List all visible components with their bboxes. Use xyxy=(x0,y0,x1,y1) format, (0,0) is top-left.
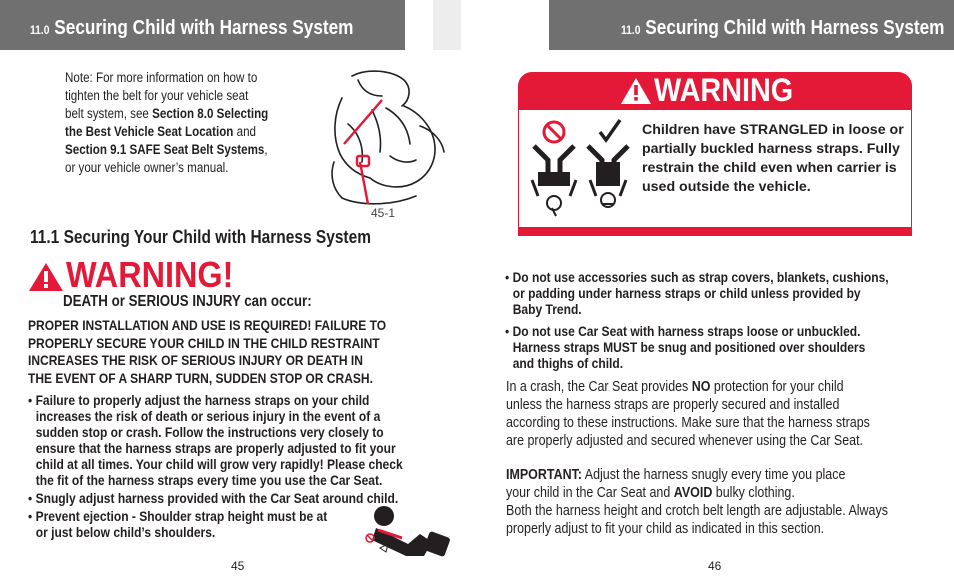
right-header-bar xyxy=(549,0,954,50)
left-page-number: 45 xyxy=(231,559,245,573)
section-title: 11.1 Securing Your Child with Harness System xyxy=(30,227,371,247)
para-line: your child in the Car Seat and AVOID bulky clothing. xyxy=(506,485,795,501)
caps-warning-paragraph xyxy=(28,317,386,387)
important-paragraph xyxy=(506,466,888,538)
figure-caption: 45-1 xyxy=(371,206,396,220)
note-line: Section 9.1 SAFE Seat Belt Systems, xyxy=(65,142,268,157)
right-bullet-list xyxy=(505,269,889,371)
section-8-reference: Section 8.0 Selecting xyxy=(152,106,269,121)
para-line: properly adjust to fit your child as indicated in this section. xyxy=(506,521,825,537)
warning-box-bottom-rule xyxy=(518,227,912,236)
para-line: unless the harness straps are properly secured and installed xyxy=(506,397,840,413)
para-line: according to these instructions. Make sure that the harness straps xyxy=(506,415,870,431)
left-bullet-list xyxy=(28,392,403,540)
warning-banner-label: WARNING xyxy=(654,72,794,108)
crash-protection-paragraph xyxy=(506,378,870,450)
section-9-reference: Section 9.1 SAFE Seat Belt Systems xyxy=(65,142,265,157)
caps-line: INCREASES THE RISK OF SERIOUS INJURY OR DEATH IN xyxy=(28,352,363,368)
list-item: • Do not use Car Seat with harness straps loose or unbuckled. Harness straps MUST be snug and positioned over shoulders and thighs of child. xyxy=(505,323,866,371)
para-line: are properly adjusted and secured whenever using the Car Seat. xyxy=(506,433,864,449)
warning-label: WARNING! xyxy=(66,254,234,295)
list-item: • Prevent ejection - Shoulder strap height must be at or just below child’s shoulders. xyxy=(28,508,328,540)
ejection-warning-icon xyxy=(362,504,450,558)
snug-harness-approved-icon xyxy=(582,118,634,218)
caps-line: THE EVENT OF A SHARP TURN, SUDDEN STOP OR CRASH. xyxy=(28,369,373,386)
warning-triangle-icon xyxy=(28,262,64,292)
para-line: In a crash, the Car Seat provides NO protection for your child xyxy=(506,379,844,395)
list-item: • Failure to properly adjust the harness straps on your child increases the risk of death or serious injury in the event of a sudden stop or crash. Follow the instructions very closely to ensure that the harness straps are properly adjusted to fit your child at all times. Your child will grow very rapidly! Please check the fit of the harness straps every time you use the Car Seat. xyxy=(28,392,403,488)
tightening-belt-illustration xyxy=(312,66,452,206)
caps-line: PROPERLY SECURE YOUR CHILD IN THE CHILD RESTRAINT xyxy=(28,334,380,351)
note-paragraph xyxy=(65,69,280,177)
left-header-bar xyxy=(0,0,405,50)
section-8-reference-cont: the Best Vehicle Seat Location xyxy=(65,124,234,139)
important-label: IMPORTANT: xyxy=(506,467,582,483)
list-item: • Do not use accessories such as strap covers, blankets, cushions, or padding under harness straps or child unless provided by Baby Trend. xyxy=(505,269,889,317)
note-line: the Best Vehicle Seat Location and xyxy=(65,124,257,139)
right-header-title-text: Securing Child with Harness System xyxy=(645,17,945,39)
loose-harness-prohibited-icon xyxy=(528,118,580,218)
center-gutter-block xyxy=(433,0,461,50)
strangled-warning-text: Children have STRANGLED in loose or partially buckled harness straps. Fully restrain the child even when carrier is used outside the vehicle. xyxy=(642,122,904,195)
para-line: Both the harness height and crotch belt length are adjustable. Always xyxy=(506,503,888,519)
left-header-title xyxy=(30,17,353,40)
caps-line: PROPER INSTALLATION AND USE IS REQUIRED! FAILURE TO xyxy=(28,317,387,333)
left-header-title-text: Securing Child with Harness System xyxy=(54,17,354,39)
note-line: belt system, see Section 8.0 Selecting xyxy=(65,106,269,121)
left-header-section-number: 11.0 xyxy=(30,23,50,37)
note-line: Note: For more information on how to xyxy=(65,70,258,85)
note-line: or your vehicle owner’s manual. xyxy=(65,160,229,175)
para-line: IMPORTANT: Adjust the harness snugly every time you place xyxy=(506,467,846,483)
warning-triangle-icon xyxy=(620,77,652,105)
right-page-number: 46 xyxy=(708,559,722,573)
warning-subtitle: DEATH or SERIOUS INJURY can occur: xyxy=(63,293,312,310)
right-header-title xyxy=(621,17,944,40)
list-item: • Snugly adjust harness provided with the Car Seat around child. xyxy=(28,490,399,506)
note-line: tighten the belt for your vehicle seat xyxy=(65,88,249,103)
right-header-section-number: 11.0 xyxy=(621,23,641,37)
